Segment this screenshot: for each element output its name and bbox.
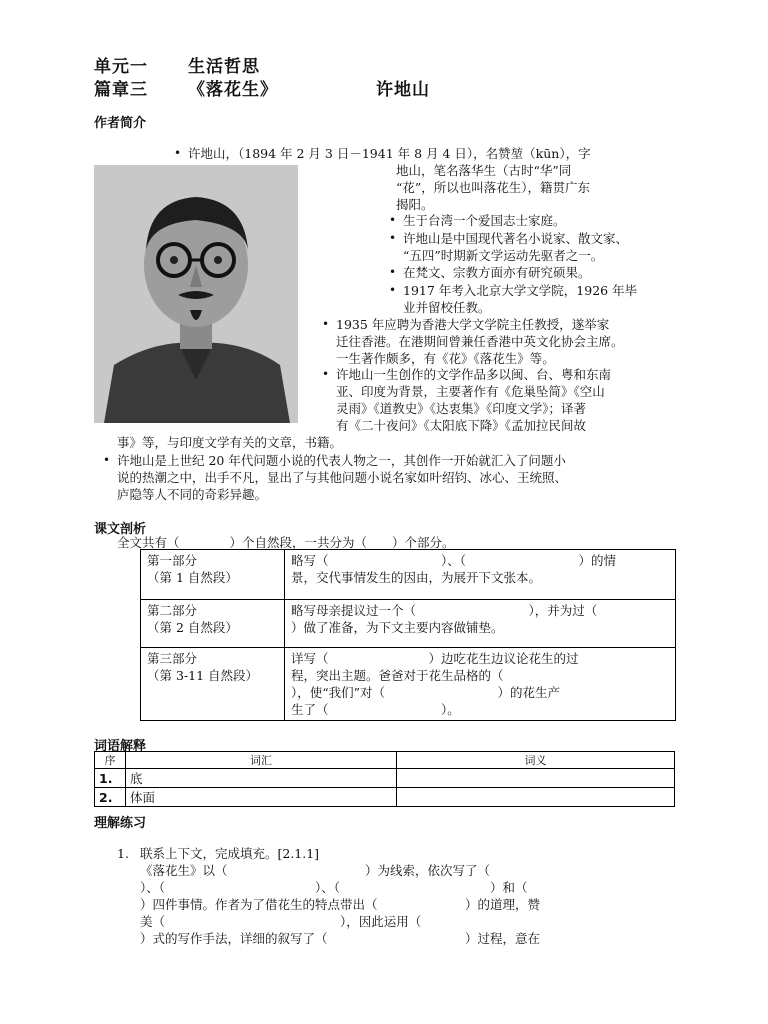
text-line: 揭阳。 (396, 197, 434, 212)
unit-label: 单元一 (94, 57, 148, 77)
chapter-label: 篇章三 (94, 80, 148, 100)
text-line: 迁往香港。在港期间曾兼任香港中英文化协会主席。 (336, 334, 624, 349)
author-sub-bullet-3 (403, 264, 693, 281)
author-name: 许地山 (376, 80, 430, 100)
part-cell (141, 550, 285, 600)
part-paragraph: （第 2 自然段） (147, 620, 238, 635)
content-cell (285, 648, 676, 721)
text-line: • 许地山是上世纪 20 年代问题小说的代表人物之一，其创作一开始就汇入了问题小 (117, 453, 566, 468)
header-word: 词汇 (126, 752, 397, 769)
text-line: • 许地山，（1894 年 2 月 3 日－1941 年 8 月 4 日），名赞堃（kūn），字 (188, 146, 591, 161)
text-line: 灵雨》《道教史》《达衷集》《印度文学》；译著 (336, 401, 587, 416)
row-meaning[interactable] (397, 769, 675, 788)
text-line: ）、（ ）、（ ）和（ (140, 880, 528, 895)
author-bullet-1935 (336, 316, 696, 367)
text-line: ）做了准备，为下文主要内容做铺垫。 (291, 620, 504, 635)
text-line: 美（ ），因此运用（ (140, 914, 422, 929)
part-paragraph: （第 1 自然段） (147, 570, 238, 585)
author-intro-heading: 作者简介 (94, 116, 147, 131)
text-line: 程，突出主题。爸爸对于花生品格的（ (291, 668, 504, 683)
header-seq: 序 (95, 752, 126, 769)
text-line: ）式的写作手法，详细的叙写了（ ）过程，意在 (140, 931, 541, 946)
text-line: 地山，笔名落华生（古时“华”同 (396, 163, 572, 178)
text-line: 业并留校任教。 (403, 300, 491, 315)
question-body (140, 862, 680, 947)
text-line: 略写母亲提议过一个（ ），并为过（ (291, 603, 598, 618)
text-line: • 在梵文、宗教方面亦有研究硕果。 (403, 265, 591, 280)
author-portrait-photo (94, 165, 298, 423)
table-row (141, 648, 676, 721)
analysis-heading: 课文剖析 (94, 522, 147, 537)
author-sub-bullet-1 (403, 212, 693, 229)
text-line: • 1917 年考入北京大学文学院，1926 年毕 (403, 283, 638, 298)
text-line: 事》等，与印度文学有关的文章，书籍。 (117, 435, 343, 450)
text-line: 亚、印度为背景，主要著作有《危巢坠简》《空山 (336, 384, 605, 399)
question-title: 联系上下文，完成填充。[2.1.1] (140, 846, 320, 861)
row-word: 底 (126, 769, 397, 788)
text-line: 说的热潮之中，出手不凡，显出了与其他问题小说名家如叶绍钧、冰心、王统照、 (117, 470, 568, 485)
text-line: 景，交代事情发生的因由，为展开下文张本。 (291, 570, 542, 585)
table-row (95, 769, 675, 788)
table-row (95, 788, 675, 807)
part-label: 第三部分 (147, 651, 198, 666)
text-line: “花”，所以也叫落花生），籍贯广东 (396, 180, 591, 195)
text-line: 详写（ ）边吃花生边议论花生的过 (291, 651, 579, 666)
text-line: • 生于台湾一个爱国志士家庭。 (403, 213, 566, 228)
part-paragraph: （第 3-11 自然段） (147, 668, 259, 683)
author-bullet-last (117, 452, 697, 503)
table-row (141, 550, 676, 600)
row-number: 2. (95, 788, 126, 807)
question-number: 1. (117, 846, 129, 861)
text-line: 《落花生》以（ ）为线索，依次写了（ (140, 863, 491, 878)
part-label: 第二部分 (147, 603, 198, 618)
unit-title: 生活哲思 (188, 57, 260, 77)
table-row (141, 600, 676, 648)
text-line: 一生著作颇多，有《花》《落花生》等。 (336, 351, 555, 366)
content-cell (285, 600, 676, 648)
author-sub-bullet-4 (403, 282, 693, 316)
text-line: • 许地山一生创作的文学作品多以闽、台、粤和东南 (336, 367, 612, 382)
text-line: “五四”时期新文学运动先驱者之一。 (403, 248, 604, 263)
text-line: 生了（ ）。 (291, 702, 460, 717)
author-bullet-works (336, 366, 696, 434)
analysis-table (140, 549, 676, 721)
text-line: ）四件事情。作者为了借花生的特点带出（ ）的道理，赞 (140, 897, 541, 912)
row-word: 体面 (126, 788, 397, 807)
text-line: 略写（ ）、（ ）的情 (291, 553, 617, 568)
row-number: 1. (95, 769, 126, 788)
header-meaning: 词义 (397, 752, 675, 769)
vocab-table (94, 751, 675, 807)
chapter-title: 《落花生》 (188, 80, 278, 100)
text-line: • 1935 年应聘为香港大学文学院主任教授，遂举家 (336, 317, 610, 332)
author-sub-bullet-2 (403, 230, 693, 264)
comprehension-heading: 理解练习 (94, 816, 147, 831)
text-line: • 许地山是中国现代著名小说家、散文家、 (403, 231, 629, 246)
analysis-intro: 全文共有（ ）个自然段，一共分为（ ）个部分。 (117, 535, 455, 550)
content-cell (285, 550, 676, 600)
table-header-row (95, 752, 675, 769)
text-line: 有《二十夜问》《太阳底下降》《孟加拉民间故 (336, 418, 587, 433)
vocab-heading: 词语解释 (94, 739, 147, 754)
part-cell (141, 600, 285, 648)
text-line: 庐隐等人不同的奇彩异趣。 (117, 487, 268, 502)
row-meaning[interactable] (397, 788, 675, 807)
part-cell (141, 648, 285, 721)
part-label: 第一部分 (147, 553, 198, 568)
text-line: ），使“我们”对（ ）的花生产 (291, 685, 561, 700)
